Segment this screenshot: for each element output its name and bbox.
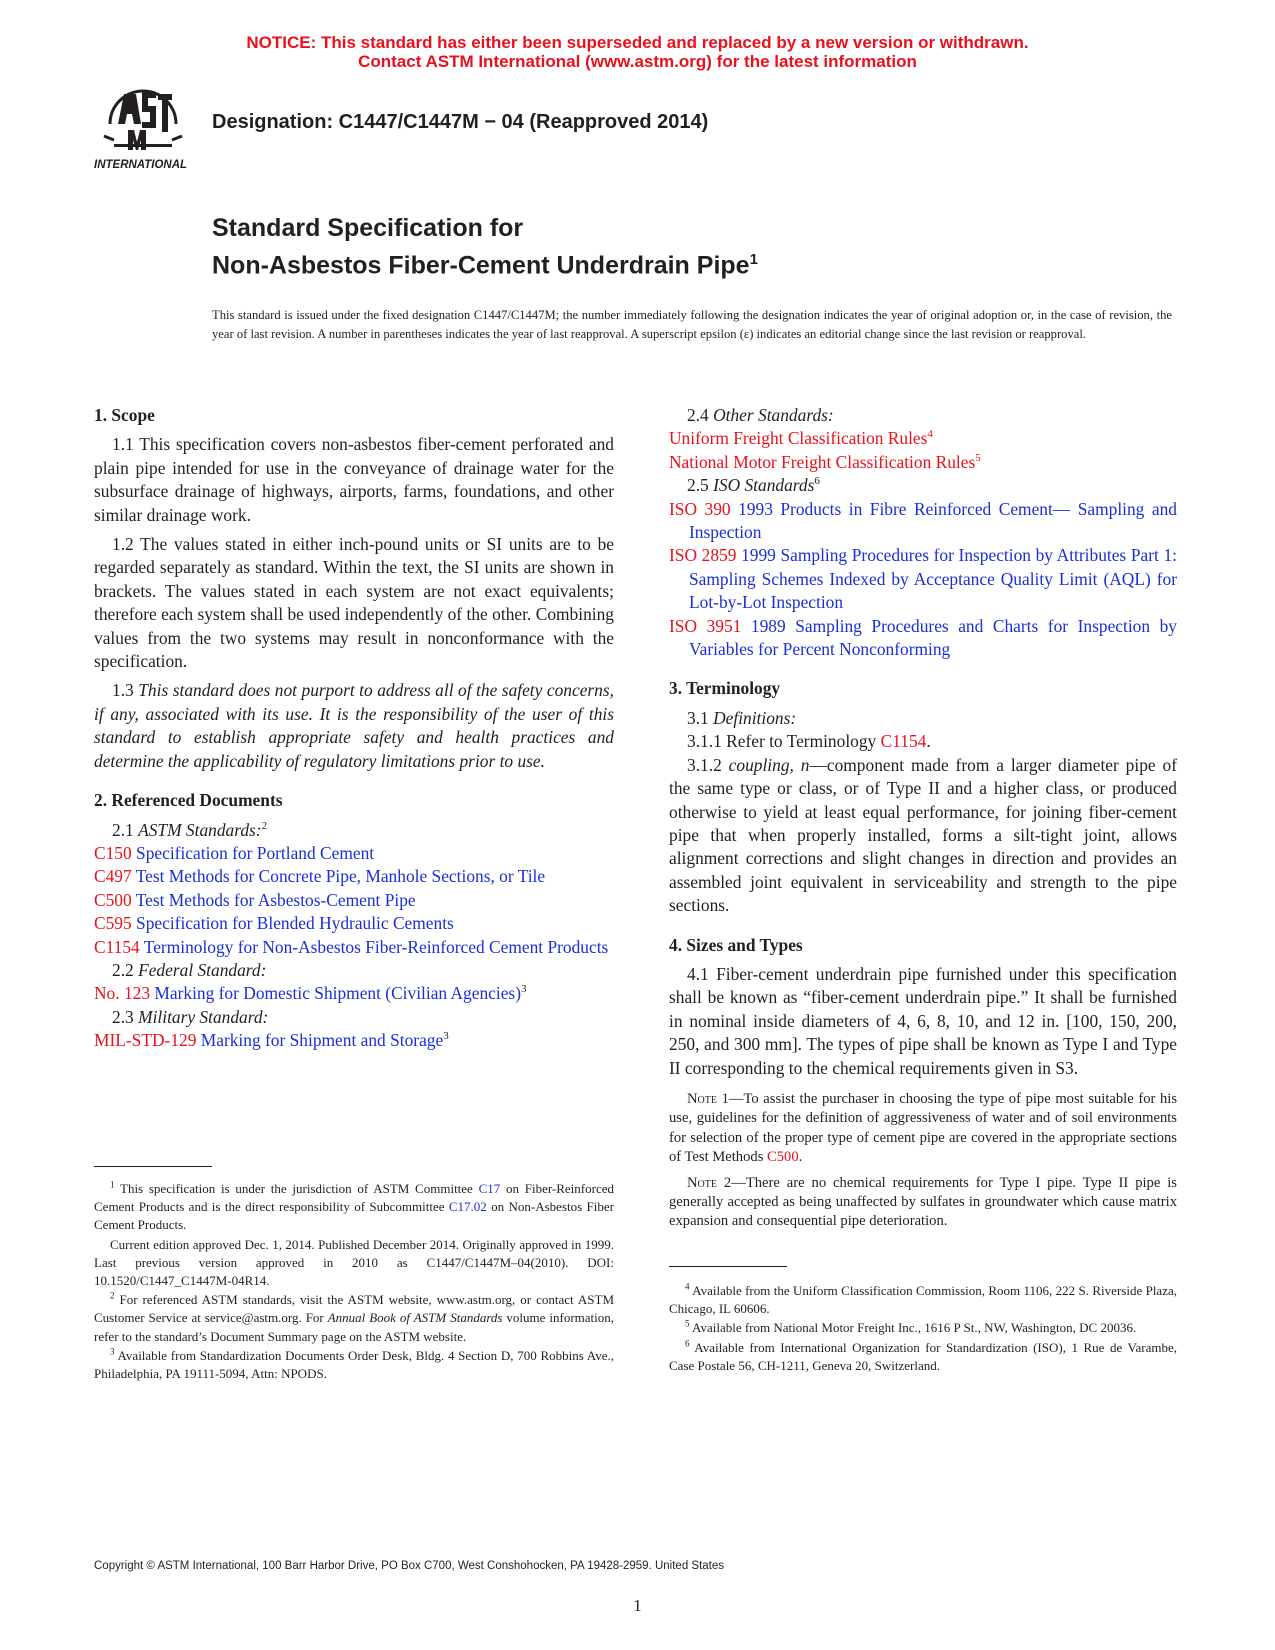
logo-text: INTERNATIONAL xyxy=(94,159,188,171)
iso-standards-num: 2.5 xyxy=(687,475,714,496)
ref-link-c500[interactable] xyxy=(94,889,614,912)
term-coupling: coupling, n xyxy=(728,754,810,775)
federal-standard-num: 2.2 xyxy=(112,959,139,980)
notice-line-2: Contact ASTM International (www.astm.org) for the latest information xyxy=(358,52,917,71)
footnote-6-marker: 6 xyxy=(685,1338,690,1349)
ref-title: Test Methods for Concrete Pipe, Manhole Sections, or Tile xyxy=(135,866,546,887)
ref-title: Uniform Freight Classification Rules xyxy=(669,428,928,449)
link-c17-02[interactable]: C17.02 xyxy=(448,1199,487,1215)
other-standards-label xyxy=(669,404,1177,427)
military-standard-num: 2.3 xyxy=(112,1006,139,1027)
para-3-1-2-num: 3.1.2 xyxy=(687,754,729,775)
note-1-label: Note 1 xyxy=(687,1090,729,1107)
note-2 xyxy=(669,1174,1177,1232)
ref-link-national-motor-freight[interactable] xyxy=(669,451,1177,474)
para-1-3-text: This standard does not purport to address all of the safety concerns, if any, associated with its use. It is the responsibility of the user of this standard to establish appropriate safety and health practices and determine the applicability of regulatory limitations prior to use. xyxy=(94,680,614,771)
footnote-2-text-b: volume information, refer to the standard’s Document Summary page on the ASTM website. xyxy=(94,1310,615,1344)
ref-sup: 5 xyxy=(975,452,981,465)
footnote-5-text: Available from National Motor Freight Inc., 1616 P St., NW, Washington, DC 20036. xyxy=(689,1320,1137,1336)
footnote-6-text: Available from International Organization for Standardization (ISO), 1 Rue de Varambe, Case Postale 56, CH-1211, Geneva 20, Switzerland. xyxy=(669,1339,1177,1373)
ref-link-c1154[interactable] xyxy=(94,936,614,959)
ref-title: 1993 Products in Fibre Reinforced Cement— Sampling and Inspection xyxy=(689,498,1177,543)
para-3-1-1-text: 3.1.1 Refer to Terminology xyxy=(687,731,881,752)
ref-title: 1989 Sampling Procedures and Charts for Inspection by Variables for Percent Nonconforming xyxy=(689,615,1177,660)
footnote-3-marker: 3 xyxy=(110,1346,115,1357)
ref-code: ISO 2859 xyxy=(669,545,737,566)
ref-title: Specification for Blended Hydraulic Cements xyxy=(136,913,454,934)
footnotes-left xyxy=(94,1180,614,1384)
ref-title: Marking for Domestic Shipment (Civilian Agencies) xyxy=(154,983,521,1004)
footnote-1 xyxy=(94,1180,614,1235)
definitions-label xyxy=(669,707,1177,730)
federal-standard-title: Federal Standard: xyxy=(138,959,267,980)
ref-link-c595[interactable] xyxy=(94,912,614,935)
note-2-label: Note 2 xyxy=(687,1174,732,1191)
para-3-1-2-text: —component made from a larger diameter pipe of the same type or class, or of Type II and a higher class, or produced otherwise to yield at least equal performance, for joining fiber-cement pipe that when properly installed, forms a silt-tight joint, allows alignment corrections and slight changes in direction and provides an assembled joint equivalent in serviceability and strength to the pipe sections. xyxy=(669,754,1177,916)
ref-link-iso-3951[interactable] xyxy=(669,615,1177,662)
footnote-4-text: Available from the Uniform Classification Commission, Room 1106, 222 S. Riverside Plaza, Chicago, IL 60606. xyxy=(669,1283,1177,1317)
footnote-3 xyxy=(94,1347,614,1383)
ref-code: ISO 3951 xyxy=(669,615,742,636)
ref-code: No. 123 xyxy=(94,983,151,1004)
ref-code: C150 xyxy=(94,842,132,863)
ref-code: C1154 xyxy=(94,936,140,957)
footnote-1-text-c: on Non-Asbestos Fiber Cement Products. xyxy=(94,1199,614,1233)
ref-code: C497 xyxy=(94,866,132,887)
ref-sup: 3 xyxy=(443,1030,449,1043)
notice-line-1: NOTICE: This standard has either been superseded and replaced by a new version or withdrawn. xyxy=(246,33,1029,52)
title-line-1: Standard Specification for xyxy=(212,214,524,242)
footnote-divider-right xyxy=(669,1266,787,1267)
ref-link-uniform-freight[interactable] xyxy=(669,427,1177,450)
link-c17[interactable]: C17 xyxy=(478,1181,501,1196)
footnotes-right xyxy=(669,1282,1177,1376)
astm-standards-title: ASTM Standards: xyxy=(138,819,262,840)
ref-title: National Motor Freight Classification Rules xyxy=(669,451,976,472)
section-1-heading: 1. Scope xyxy=(94,405,155,425)
para-1-2: 1.2 The values stated in either inch-pound units or SI units are to be regarded separately as standard. Within the text, the SI units are shown in brackets. The values stated in each system are not exact equivalents; therefore each system shall be used independently of the other. Combining values from the two systems may result in nonconformance with the specification. xyxy=(94,534,614,672)
astm-standards-sup: 2 xyxy=(261,819,268,832)
note-1-end: . xyxy=(798,1149,803,1166)
footnote-2-italic: Annual Book of ASTM Standards xyxy=(327,1310,503,1326)
footnote-divider-left xyxy=(94,1166,212,1167)
footnote-1-text-b: on Fiber-Reinforced Cement Products and is the direct responsibility of Subcommittee xyxy=(94,1181,614,1215)
footnote-1-edition: Current edition approved Dec. 1, 2014. Published December 2014. Originally approved in 1999. Last previous version approved in 2010 as C1447/C1447M–04(2010). DOI: 10.1520/C1447_C1447M-04R14. xyxy=(94,1236,614,1289)
note-1-text: —To assist the purchaser in choosing the type of pipe most suitable for his use, guidelines for the definition of aggressiveness of water and of soil environments for selection of the proper type of cement pipe are covered in the appropriate sections of Test Methods xyxy=(669,1090,1177,1166)
title-footnote-ref: 1 xyxy=(749,251,758,268)
footnote-6 xyxy=(669,1339,1177,1375)
astm-standards-label xyxy=(94,819,614,842)
ref-code: C500 xyxy=(94,889,132,910)
section-3-heading: 3. Terminology xyxy=(669,678,781,699)
astm-standards-num: 2.1 xyxy=(112,819,139,840)
footnote-2-marker: 2 xyxy=(110,1290,115,1301)
ref-title: 1999 Sampling Procedures for Inspection by Attributes Part 1: Sampling Schemes Indexed by Acceptance Quality Limit (AQL) for Lot-by-Lot Inspection xyxy=(689,545,1177,613)
page-number: 1 xyxy=(633,1596,642,1615)
right-column xyxy=(669,404,1177,1232)
para-3-1-2 xyxy=(669,754,1177,918)
title-line-2-text: Non-Asbestos Fiber-Cement Underdrain Pipe xyxy=(212,251,750,280)
footnote-1-text-a: This specification is under the jurisdiction of ASTM Committee xyxy=(114,1181,479,1196)
definitions-title: Definitions: xyxy=(713,707,797,728)
ref-link-c150[interactable] xyxy=(94,842,614,865)
ref-sup: 4 xyxy=(927,428,933,441)
other-standards-num: 2.4 xyxy=(687,405,714,425)
para-1-3-num: 1.3 xyxy=(112,680,139,701)
footnote-5-marker: 5 xyxy=(685,1319,690,1330)
military-standard-label xyxy=(94,1006,614,1029)
federal-standard-label xyxy=(94,959,614,982)
note-2-text: —There are no chemical requirements for Type I pipe. Type II pipe is generally accepted as being unaffected by sulfates in groundwater which cause matrix expansion and consequential pipe deterioration. xyxy=(669,1174,1177,1230)
footnote-1-marker: 1 xyxy=(110,1179,115,1190)
footnote-4 xyxy=(669,1282,1177,1318)
link-c500[interactable]: C500 xyxy=(767,1149,799,1166)
ref-code: MIL-STD-129 xyxy=(94,1030,197,1051)
para-3-1-1 xyxy=(669,730,1177,753)
ref-link-no-123[interactable] xyxy=(94,982,614,1005)
ref-code: C595 xyxy=(94,913,132,934)
ref-link-mil-std-129[interactable] xyxy=(94,1029,614,1052)
title-line-2 xyxy=(212,244,758,281)
para-4-1: 4.1 Fiber-cement underdrain pipe furnished under this specification shall be known as “fiber-cement underdrain pipe.” It shall be furnished in nominal inside diameters of 4, 6, 8, 10, and 12 in. [100, 150, 200, 250, and 300 mm]. The types of pipe shall be known as Type I and Type II corresponding to the chemical requirements given in S3. xyxy=(669,963,1177,1078)
note-1 xyxy=(669,1090,1177,1168)
designation: Designation: C1447/C1447M − 04 (Reapproved 2014) xyxy=(212,111,709,133)
ref-title: Specification for Portland Cement xyxy=(136,842,375,863)
ref-link-iso-2859[interactable] xyxy=(669,544,1177,614)
ref-title: Terminology for Non-Asbestos Fiber-Reinforced Cement Products xyxy=(143,936,609,957)
military-standard-title: Military Standard: xyxy=(138,1006,269,1027)
iso-standards-sup: 6 xyxy=(814,475,820,488)
issue-statement: This standard is issued under the fixed designation C1447/C1447M; the number immediately following the designation indicates the year of original adoption or, in the case of revision, the year of last revision. A number in parentheses indicates the year of last reapproval. A superscript epsilon (ε) indicates an editorial change since the last revision or reapproval. xyxy=(212,308,1172,341)
copyright: Copyright © ASTM International, 100 Barr Harbor Drive, PO Box C700, West Conshohocken, PA 19428-2959. United States xyxy=(94,1560,725,1572)
footnote-2-text-a: For referenced ASTM standards, visit the ASTM website, www.astm.org, or contact ASTM Customer Service at service@astm.org. For xyxy=(94,1292,614,1326)
section-4-heading: 4. Sizes and Types xyxy=(669,934,803,955)
withdrawal-notice xyxy=(0,33,1275,71)
ref-sup: 3 xyxy=(521,983,527,996)
ref-link-c497[interactable] xyxy=(94,865,614,888)
footnote-4-marker: 4 xyxy=(685,1281,690,1292)
link-c1154[interactable]: C1154 xyxy=(880,731,927,752)
astm-logo-icon xyxy=(94,84,192,174)
iso-standards-label xyxy=(669,474,1177,497)
footnote-2 xyxy=(94,1291,614,1346)
footnote-5 xyxy=(669,1319,1177,1337)
para-3-1-1-end: . xyxy=(926,731,931,752)
other-standards-title: Other Standards: xyxy=(713,405,834,425)
iso-standards-title: ISO Standards xyxy=(713,475,815,496)
footnote-3-text: Available from Standardization Documents Order Desk, Bldg. 4 Section D, 700 Robbins Ave., Philadelphia, PA 19111-5094, Attn: NPODS. xyxy=(94,1347,614,1382)
ref-link-iso-390[interactable] xyxy=(669,498,1177,545)
ref-title: Test Methods for Asbestos-Cement Pipe xyxy=(135,889,416,910)
ref-code: ISO 390 xyxy=(669,498,731,519)
para-1-3 xyxy=(94,679,614,773)
para-1-1: 1.1 This specification covers non-asbestos fiber-cement perforated and plain pipe intended for use in the conveyance of drainage water for the subsurface drainage of highways, airports, farms, foundations, and other similar drainage work. xyxy=(94,434,614,525)
left-column xyxy=(94,404,614,1053)
page-title xyxy=(212,212,758,281)
ref-title: Marking for Shipment and Storage xyxy=(200,1030,444,1051)
definitions-num: 3.1 xyxy=(687,707,714,728)
section-2-heading: 2. Referenced Documents xyxy=(94,790,283,811)
